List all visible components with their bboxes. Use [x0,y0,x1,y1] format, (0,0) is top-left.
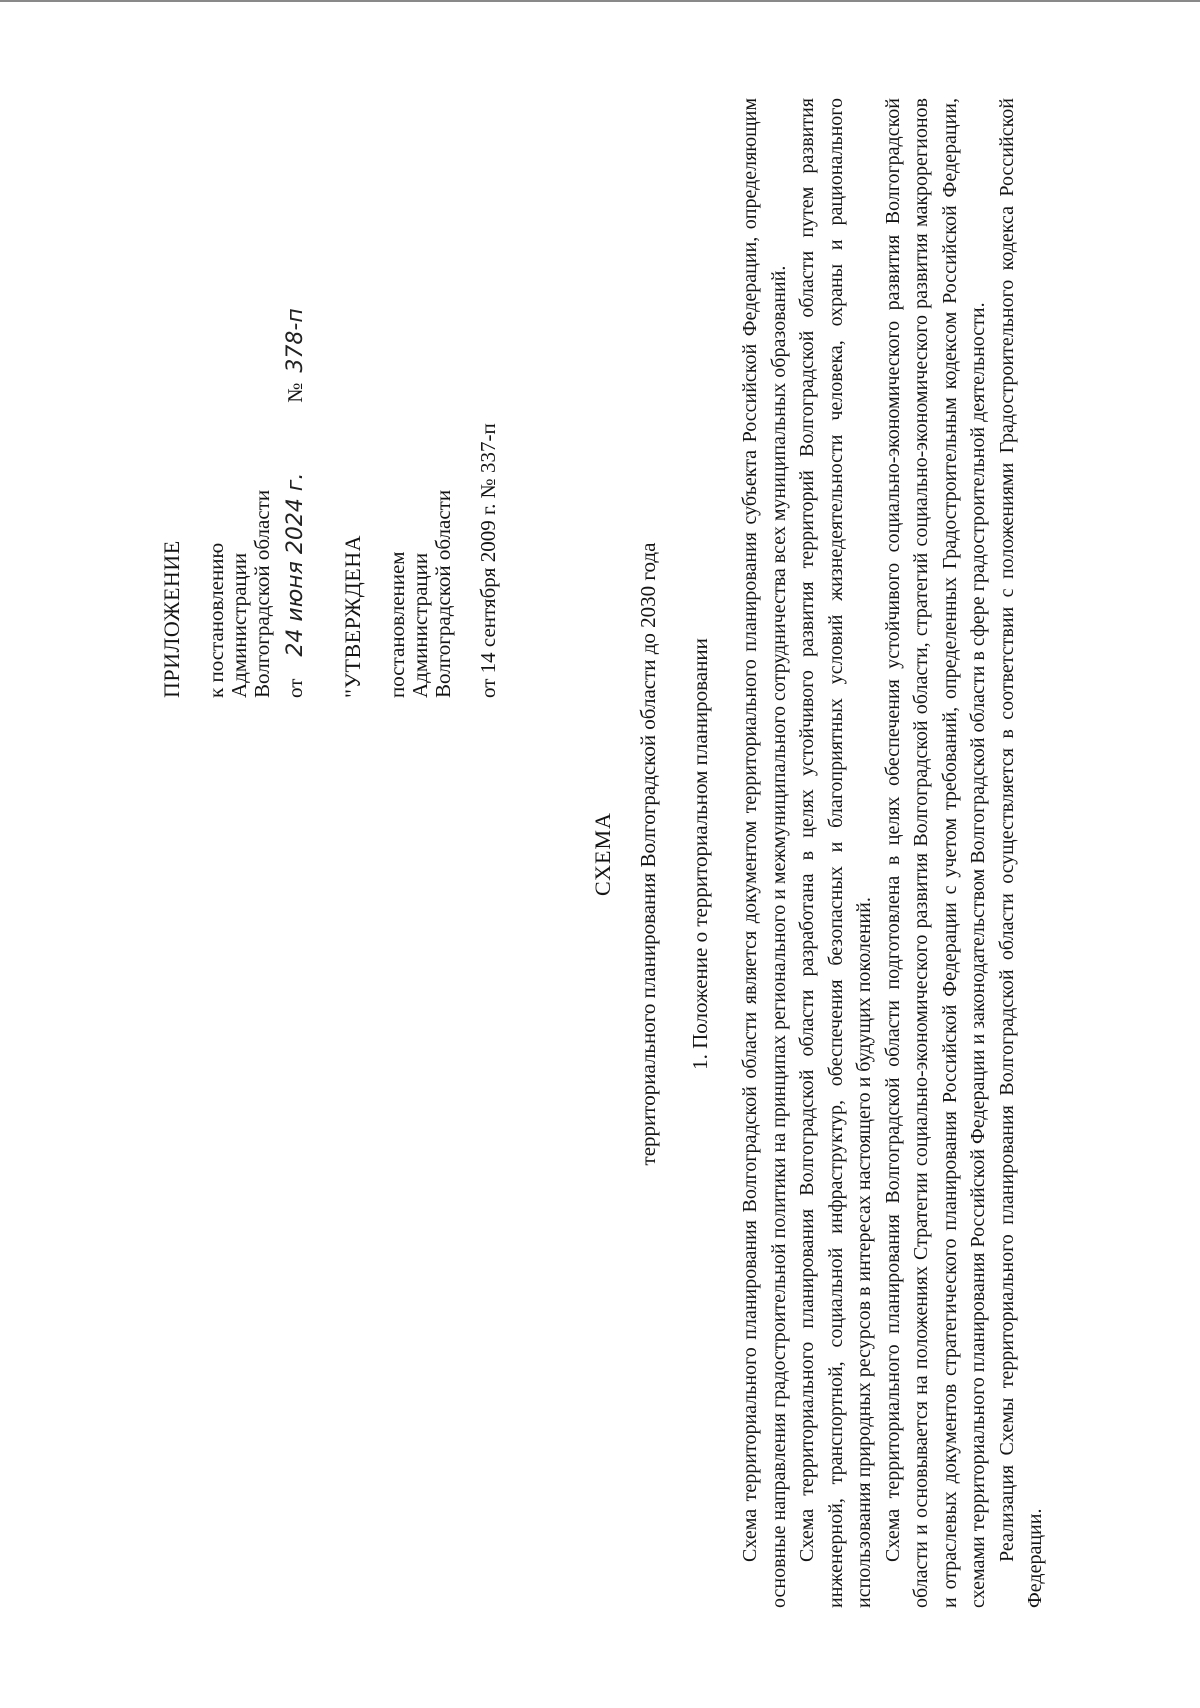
section-heading: 1. Положение о территориальном планировании [688,638,712,1070]
body-paragraph: Реализация Схемы территориального планирования Волгоградской области осуществляется в соответствии с положениями Градостроительного кодекса Российской Федерации. [995,98,1046,1608]
resolution-line: Волгоградской области [250,489,274,698]
handwritten-date: 24 июня 2024 г. [283,472,308,657]
document-subtitle: территориального планирования Волгоградской области до 2030 года [636,542,660,1166]
resolution-line: к постановлению [204,542,228,698]
appendix-heading: ПРИЛОЖЕНИЕ [159,540,184,698]
approved-line: постановлением [385,551,409,698]
body-paragraph: Схема территориального планирования Волгоградской области подготовлена в целях обеспечения устойчивого социально-экономического развития Волгоградской области и основывается на положениях Стратегии социально-экономического развития Волгоградской области, стратегий социально-экономического развития макрорегионов и отраслевых документов стратегического планирования Российской Федерации с учетом требований, определенных Градостроительным кодексом Российской Федерации, схемами территориального планирования Российской Федерации и законодательством Волгоградской области в сфере градостроительной деятельности. [881,98,989,1608]
date-prefix: от [283,678,307,698]
approval-block [160,58,500,698]
body-paragraph: Схема территориального планирования Волгоградской области разработана в целях устойчивого развития территорий Волгоградской области путем развития инженерной, транспортной, социальной инфраструктур, обеспечения безопасных и благоприятных условий жизнедеятельности человека, охраны и рационального использования природных ресурсов в интересах настоящего и будущих поколений. [796,98,875,1608]
document-body [736,98,1050,1608]
approved-heading: "УТВЕРЖДЕНА [340,534,365,698]
approved-line: Волгоградской области [431,489,455,698]
number-prefix: № [283,382,307,403]
resolution-date-row [284,58,307,698]
approved-line: Администрации [408,552,432,698]
body-paragraph: Схема территориального планирования Волгоградской области является документом территориального планирования субъекта Российской Федерации, определяющим основные направления градостроительной политики на принципах регионального и межмуниципального сотрудничества всех муниципальных образований. [739,98,790,1608]
approved-date: от 14 сентября 2009 г. № 337-п [476,423,500,698]
handwritten-number: 378-п [283,308,308,373]
approved-block [341,58,500,698]
document-title: СХЕМА [590,812,615,896]
resolution-line: Администрации [227,552,251,698]
